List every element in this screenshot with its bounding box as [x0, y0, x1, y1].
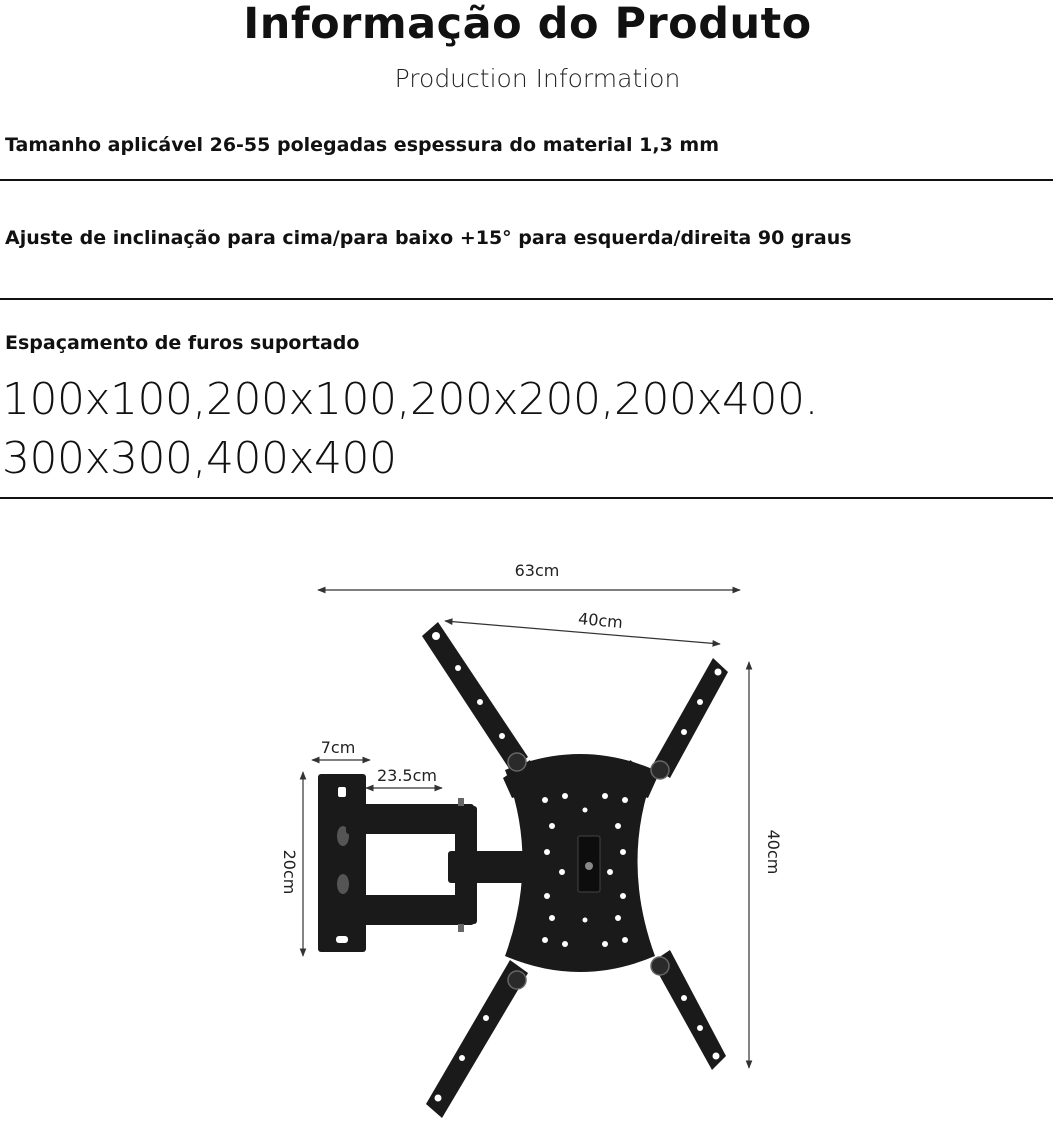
dim-plate-width: 40cm: [577, 609, 624, 632]
hole-spacing-values-line2: 300x300,400x400: [2, 433, 397, 484]
divider: [0, 298, 1053, 300]
dim-arm-length: 23.5cm: [376, 766, 438, 785]
dim-wall-plate-width: 7cm: [320, 738, 356, 757]
hole-spacing-label: Espaçamento de furos suportado: [5, 332, 360, 354]
hole-spacing-values-line1: 100x100,200x100,200x200,200x400.: [2, 374, 818, 425]
tv-mount-diagram: [0, 540, 1055, 1130]
page-subtitle: Production Information: [394, 64, 681, 93]
divider: [0, 179, 1053, 181]
dim-total-width: 63cm: [514, 561, 560, 580]
spec-size: Tamanho aplicável 26-55 polegadas espessura do material 1,3 mm: [5, 134, 719, 156]
spec-tilt: Ajuste de inclinação para cima/para baixo +15° para esquerda/direita 90 graus: [5, 227, 852, 249]
swing-arms: [346, 798, 536, 932]
dim-plate-height: 40cm: [764, 829, 783, 875]
divider: [0, 497, 1053, 499]
dim-wall-plate-height: 20cm: [280, 849, 299, 895]
page-title: Informação do Produto: [243, 0, 812, 49]
wall-plate: [318, 774, 366, 952]
